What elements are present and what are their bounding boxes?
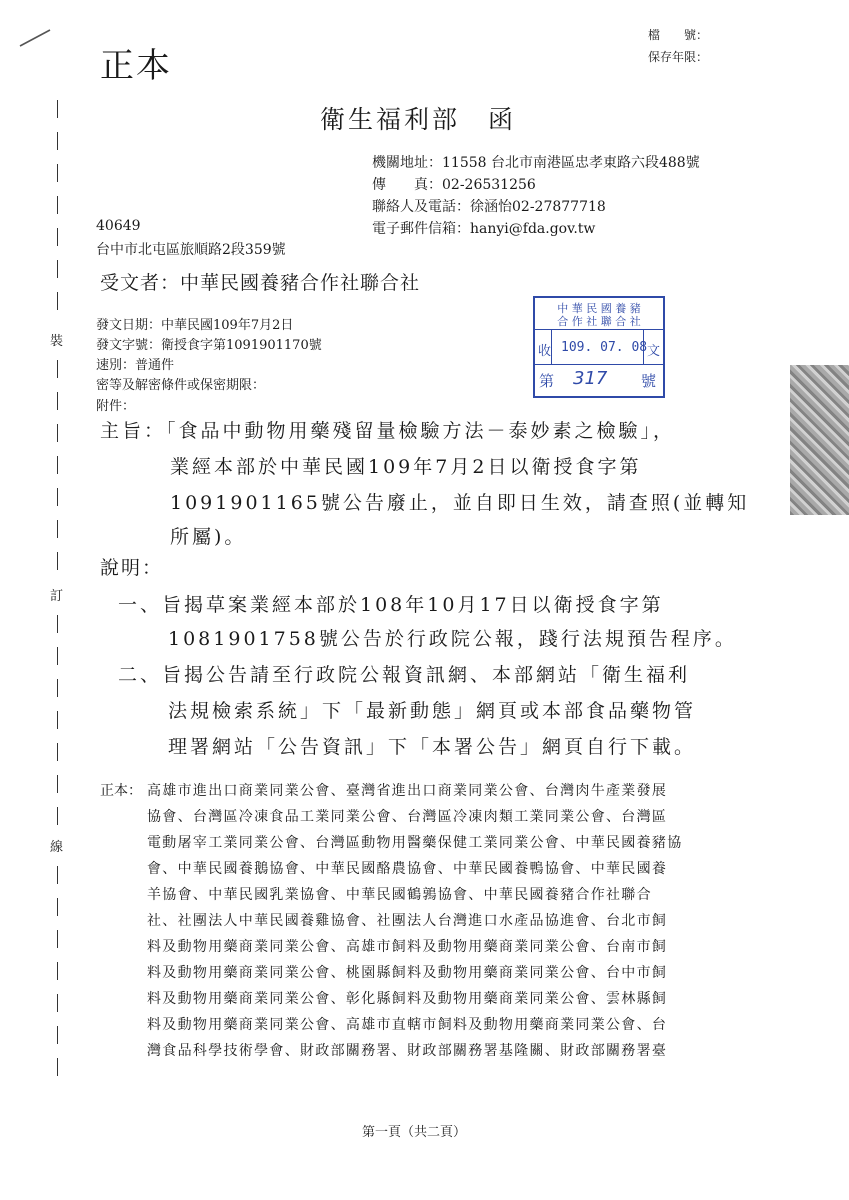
- explanation-item-1-line-1: 一、旨揭草案業經本部於108年10月17日以衛授食字第: [118, 594, 664, 616]
- subject-line-4: 所屬)。: [170, 526, 247, 548]
- explanation-item-1-line-2: 1081901758號公告於行政院公報，踐行法規預告程序。: [168, 628, 737, 650]
- recipient-line: 受文者：中華民國養豬合作社聯合社: [100, 272, 421, 294]
- subject-line-3: 1091901165號公告廢止，並自即日生效，請查照(並轉知: [170, 492, 750, 514]
- subject-line-2: 業經本部於中華民國109年7月2日以衛授食字第: [170, 456, 642, 478]
- stamp-org-line-2: 合 作 社 聯 合 社: [557, 315, 641, 328]
- explanation-item-2-line-1: 二、旨揭公告請至行政院公報資訊網、本部網站「衛生福利: [118, 664, 691, 686]
- sender-address: 機關地址：11558 台北市南港區忠孝東路六段488號: [372, 155, 700, 171]
- explanation-heading: 說明：: [100, 557, 164, 579]
- binding-mark: 線: [50, 840, 64, 855]
- issue-date: 發文日期：中華民國109年7月2日: [96, 318, 294, 333]
- secrecy-level: 密等及解密條件或保密期限：: [96, 378, 266, 393]
- stamp-number-prefix: 第: [539, 372, 555, 390]
- copies-line: 社、社團法人中華民國養雞協會、社團法人台灣進口水產品協進會、台北市飼: [147, 913, 668, 929]
- copies-line: 料及動物用藥商業同業公會、彰化縣飼料及動物用藥商業同業公會、雲林縣飼: [147, 991, 668, 1007]
- embossed-seal-fragment: [790, 365, 849, 515]
- copies-line: 協會、台灣區冷凍食品工業同業公會、台灣區冷凍肉類工業同業公會、台灣區: [147, 809, 668, 825]
- subject-line-1: 主旨：「食品中動物用藥殘留量檢驗方法－泰妙素之檢驗」，: [100, 420, 676, 442]
- copies-line: 羊協會、中華民國乳業協會、中華民國鶴鶉協會、中華民國養豬合作社聯合: [147, 887, 652, 903]
- copies-label: 正本：: [100, 783, 142, 799]
- stamp-receive-char: 收: [538, 344, 552, 359]
- receiver-address: 台中市北屯區旅順路2段359號: [96, 242, 286, 258]
- pen-stroke-mark: [18, 28, 52, 48]
- copies-line: 高雄市進出口商業同業公會、臺灣省進出口商業同業公會、台灣肉牛產業發展: [147, 783, 668, 799]
- copies-line: 會、中華民國養鵝協會、中華民國酪農協會、中華民國養鴨協會、中華民國養: [147, 861, 668, 877]
- retention-period-label: 保存年限：: [648, 50, 709, 64]
- stamp-date: 109. 07. 08: [561, 340, 648, 355]
- stamp-doc-char: 文: [647, 344, 661, 359]
- attachment-label: 附件：: [96, 399, 136, 414]
- document-number: 發文字號：衛授食字第1091901170號: [96, 338, 322, 353]
- original-copy-mark: 正本: [100, 46, 172, 86]
- explanation-item-2-line-2: 法規檢索系統」下「最新動態」網頁或本部食品藥物管: [168, 700, 697, 722]
- explanation-item-2-line-3: 理署網站「公告資訊」下「本署公告」網頁自行下載。: [168, 736, 697, 758]
- receipt-stamp: [533, 296, 665, 398]
- stamp-org-line-1: 中 華 民 國 養 豬: [557, 302, 641, 315]
- page-number: 第一頁（共二頁）: [362, 1125, 467, 1140]
- document-title: 衛生福利部 函: [320, 105, 517, 134]
- stamp-number-suffix: 號: [641, 372, 657, 390]
- receiver-zip: 40649: [96, 218, 141, 234]
- copies-line: 灣食品科學技術學會、財政部關務署、財政部關務署基隆關、財政部關務署臺: [147, 1043, 668, 1059]
- sender-contact: 聯絡人及電話：徐涵怡02-27877718: [372, 199, 606, 215]
- binding-mark: 訂: [50, 589, 64, 604]
- copies-line: 電動屠宰工業同業公會、台灣區動物用醫藥保健工業同業公會、中華民國養豬協: [147, 835, 683, 851]
- delivery-speed: 速別：普通件: [96, 358, 175, 373]
- stamp-number: 317: [573, 368, 608, 389]
- sender-email: 電子郵件信箱：hanyi@fda.gov.tw: [372, 221, 596, 237]
- copies-line: 料及動物用藥商業同業公會、高雄市飼料及動物用藥商業同業公會、台南市飼: [147, 939, 668, 955]
- binding-mark: 裝: [50, 334, 64, 349]
- copies-line: 料及動物用藥商業同業公會、桃園縣飼料及動物用藥商業同業公會、台中市飼: [147, 965, 668, 981]
- file-number-label: 檔 號：: [648, 28, 709, 42]
- copies-line: 料及動物用藥商業同業公會、高雄市直轄市飼料及動物用藥商業同業公會、台: [147, 1017, 668, 1033]
- sender-fax: 傳 真：02-26531256: [372, 177, 536, 193]
